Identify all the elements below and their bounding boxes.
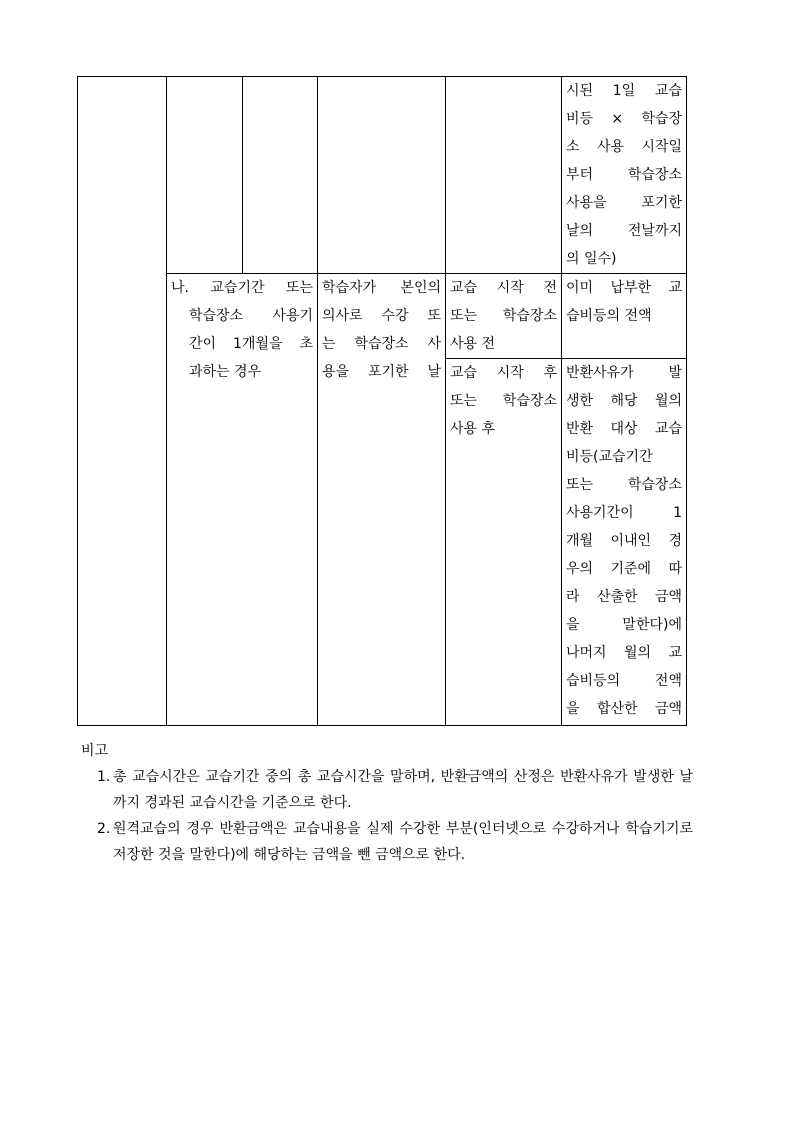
note-text: 총 교습시간은 교습기간 중의 총 교습시간을 말하며, 반환금액의 산정은 반환사유가 발생한 날까지 경과된 교습시간을 기준으로 한다.	[113, 769, 693, 811]
notes-list	[79, 764, 693, 868]
blank-cell	[243, 77, 318, 274]
blank-cell	[446, 77, 562, 274]
note-text: 원격교습의 경우 반환금액은 교습내용을 실제 수강한 부분(인터넷으로 수강하거나 학습기기로 저장한 것을 말한다)에 해당하는 금액을 뺀 금액으로 한다.	[113, 821, 693, 863]
note-number: 1.	[97, 769, 111, 785]
item-na-cell: 나. 교습기간 또는 학습장소 사용기 간이 1개월을 초 과하는 경우	[167, 274, 318, 726]
table-row	[78, 77, 687, 274]
blank-cell-category	[78, 77, 167, 726]
period-before-cell: 교습 시작 전 또는 학습장소 사용 전	[446, 274, 562, 359]
note-number: 2.	[97, 821, 111, 837]
amount-before-cell: 이미 납부한 교 습비등의 전액	[562, 274, 687, 359]
refund-reason-cell: 학습자가 본인의 의사로 수강 또 는 학습장소 사 용을 포기한 날	[318, 274, 446, 726]
refund-table	[77, 76, 687, 726]
blank-cell	[167, 77, 243, 274]
note-item	[79, 816, 693, 868]
notes-section	[79, 738, 693, 868]
period-after-cell: 교습 시작 후 또는 학습장소 사용 후	[446, 359, 562, 726]
refund-amount-cell-upper: 시된 1일 교습 비등 × 학습장 소 사용 시작일 부터 학습장소 사용을 포기한 날의 전날까지 의 일수)	[562, 77, 687, 274]
note-item	[79, 764, 693, 816]
notes-title: 비고	[81, 743, 109, 759]
blank-cell	[318, 77, 446, 274]
table-row	[78, 274, 687, 359]
amount-after-cell: 반환사유가 발 생한 해당 월의 반환 대상 교습 비등(교습기간 또는 학습장소 사용기간이 1 개월 이내인 경 우의 기준에 따 라 산출한 금액 을 말한다)에 나머지 월의 교 습비등의 전액 을 합산한 금액	[562, 359, 687, 726]
